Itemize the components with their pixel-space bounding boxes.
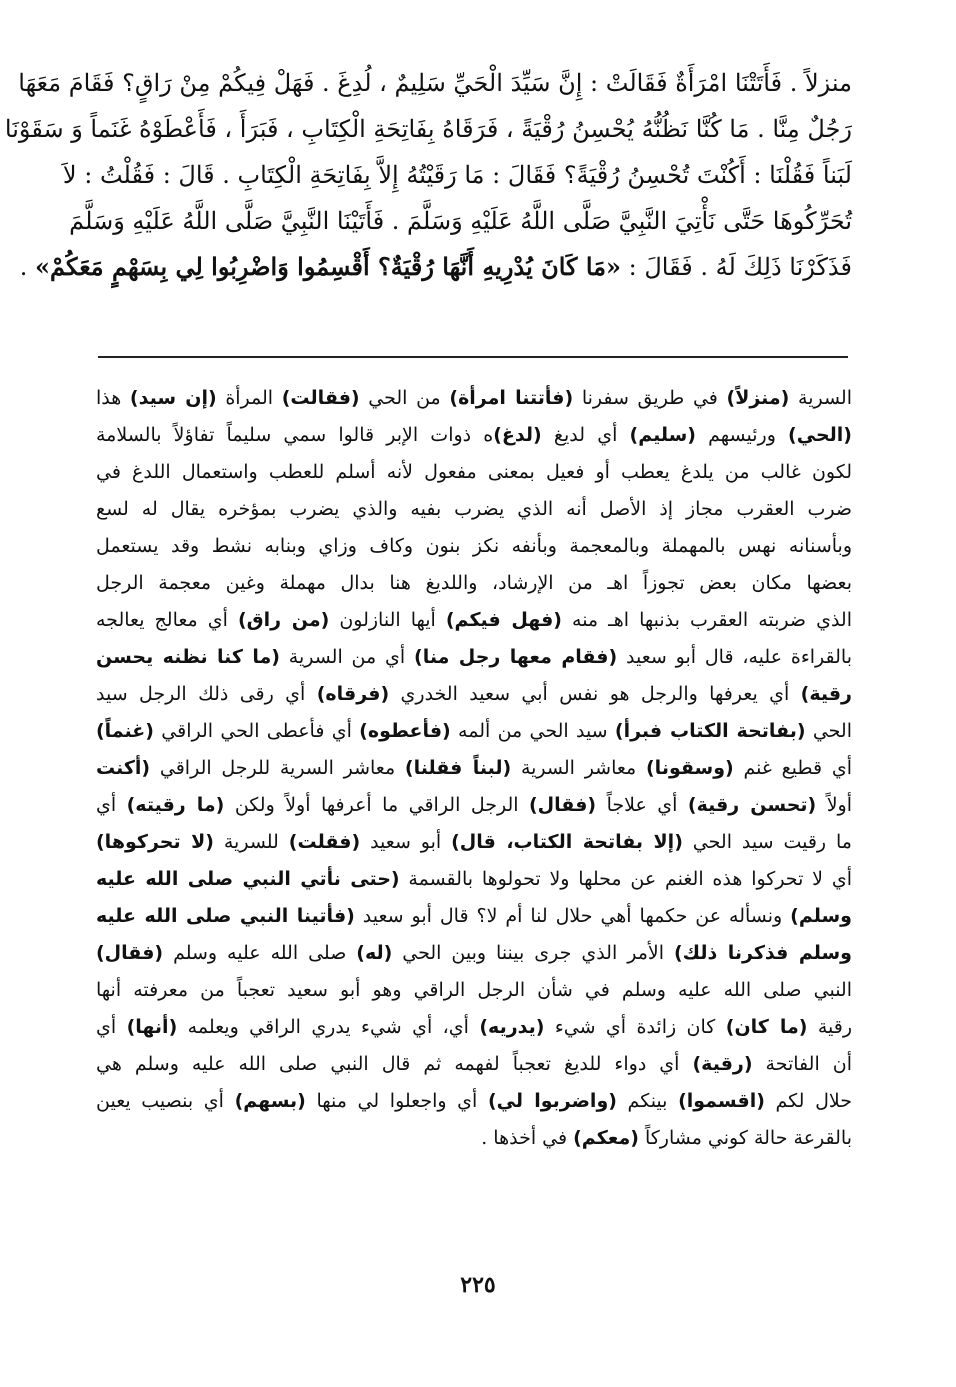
footnote-divider: [98, 356, 848, 358]
commentary-text: بالقرعة حالة كوني مشاركاً: [638, 1127, 852, 1149]
commentary-text: للسرية: [213, 831, 289, 853]
quoted-term: (الحي): [788, 424, 852, 446]
commentary-line: [96, 639, 852, 676]
commentary-text: ضرب العقرب مجاز إذ الأصل أنه الذي يضرب بفيه والذي يضرب بمؤخره يقال له لسع: [96, 498, 852, 520]
quoted-term: (فقالت): [281, 387, 360, 409]
quoted-term: (بسهم): [234, 1090, 306, 1112]
quoted-term: (يدريه): [479, 1016, 545, 1038]
commentary-line: [96, 676, 852, 713]
quoted-term: (إلا بفاتحة الكتاب، قال): [451, 831, 683, 853]
hadith-line: رَجُلٌ مِنَّا . مَا كُنَّا نَظُنُّهُ يُحْسِنُ رُقْيَةً ، فَرَقَاهُ بِفَاتِحَةِ الْكِتَابِ ، فَبَرَأَ ، فَأَعْطَوْهُ غَنَماً وَ سَقَوْنَا: [4, 115, 852, 143]
commentary-line: [96, 861, 852, 898]
commentary-text: النبي صلى الله عليه وسلم في شأن الرجل الراقي وهو أبو سعيد تعجباً من معرفته أنها: [96, 979, 852, 1001]
hadith-line: لَبَناً فَقُلْنَا : أَكُنْتَ تُحْسِنُ رُقْيَةً؟ فَقَالَ : مَا رَقَيْتُهُ إِلاَّ بِفَاتِحَةِ الْكِتَابِ . قَالَ : فَقُلْتُ : لاَ: [62, 161, 852, 189]
quoted-term: (أنها): [126, 1016, 178, 1038]
commentary-line: [96, 898, 852, 935]
commentary-line: [96, 713, 852, 750]
commentary-text: أي لديغ: [541, 424, 630, 446]
commentary-text: بعضها مكان بعض تجوزاً اهـ من الإرشاد، واللديغ هنا بدال مهملة وغين معجمة الرجل: [96, 572, 852, 594]
commentary-text: أي رقى ذلك الرجل سيد: [96, 683, 317, 705]
commentary-text: الحي: [805, 720, 852, 742]
quoted-term: (بفاتحة الكتاب فبرأ): [614, 720, 806, 742]
commentary-text: في أخذها .: [481, 1127, 574, 1149]
quoted-term: (فقال): [529, 794, 597, 816]
commentary-line: [96, 935, 852, 972]
commentary-text: أي لا تحركوا هذه الغنم عن محلها ولا تحولوها بالقسمة: [399, 868, 852, 890]
commentary-block: [96, 380, 852, 1157]
commentary-text: أي دواء للديغ تعجباً لفهمه ثم قال النبي صلى الله عليه وسلم هي: [96, 1053, 693, 1075]
quoted-term: (ما كان): [725, 1016, 808, 1038]
quoted-term: (وسقونا): [646, 757, 734, 779]
commentary-text: أي معالج يعالجه: [96, 609, 238, 631]
commentary-text: معاشر السرية للرجل الراقي: [150, 757, 405, 779]
commentary-line: [96, 972, 852, 1009]
page-number: ٢٢٥: [460, 1272, 496, 1298]
commentary-line: [96, 380, 852, 417]
quoted-term: (له): [356, 942, 393, 964]
commentary-line: [96, 787, 852, 824]
commentary-text: ونسأله عن حكمها أهي حلال لنا أم لا؟ قال أبو سعيد: [354, 905, 791, 927]
commentary-text: أيها النازلون: [329, 609, 446, 631]
commentary-line: [96, 454, 852, 491]
commentary-line: [96, 750, 852, 787]
commentary-text: ه ذوات الإبر قالوا سمي سليماً تفاؤلاً بالسلامة: [96, 424, 494, 446]
commentary-text: الرجل الراقي ما أعرفها أولاً ولكن: [224, 794, 529, 816]
quoted-term: وسلم): [790, 905, 852, 927]
commentary-text: بالقراءة عليه، قال أبو سعيد: [617, 646, 852, 668]
commentary-text: في طريق سفرنا: [573, 387, 727, 409]
commentary-line: [96, 824, 852, 861]
hadith-line: تُحَرِّكُوهَا حَتَّى نَأْتِيَ النَّبِيَّ صَلَّى اللَّهُ عَلَيْهِ وَسَلَّمَ . فَأَتَيْنَا النَّبِيَّ صَلَّى اللَّهُ عَلَيْهِ وَسَلَّمَ: [69, 207, 852, 235]
commentary-line: [96, 1120, 852, 1157]
commentary-text: السرية: [789, 387, 852, 409]
commentary-text: الأمر الذي جرى بيننا وبين الحي: [392, 942, 674, 964]
commentary-text: معاشر السرية: [511, 757, 646, 779]
commentary-text: ورئيسهم: [695, 424, 789, 446]
quoted-term: (إن سيد): [129, 387, 217, 409]
quoted-term: (لدغ): [493, 424, 542, 446]
commentary-line: [96, 1083, 852, 1120]
quoted-term: (معكم): [573, 1127, 639, 1149]
quoted-term: (فقلت): [288, 831, 361, 853]
commentary-text: أي واجعلوا لي منها: [305, 1090, 488, 1112]
commentary-text: صلى الله عليه وسلم: [163, 942, 357, 964]
commentary-text: أي قطيع غنم: [733, 757, 852, 779]
quoted-term: (ما كنا نظنه يحسن: [96, 646, 280, 668]
quoted-term: (غنماً): [96, 720, 154, 742]
commentary-text: أولاً: [816, 794, 852, 816]
quoted-term: وسلم فذكرنا ذلك): [673, 942, 852, 964]
commentary-text: الذي ضربته العقرب بذنبها اهـ منه: [561, 609, 852, 631]
quoted-term: (أكنت: [96, 757, 151, 779]
commentary-text: أي بنصيب يعين: [96, 1090, 235, 1112]
commentary-text: ما رقيت سيد الحي: [682, 831, 852, 853]
quoted-term: (فأتينا النبي صلى الله عليه: [96, 905, 355, 927]
commentary-text: كان زائدة أي شيء: [544, 1016, 726, 1038]
commentary-line: [96, 1009, 852, 1046]
commentary-line: [96, 528, 852, 565]
quoted-term: (لبناً فقلنا): [404, 757, 512, 779]
quoted-term: (واضربوا لي): [487, 1090, 617, 1112]
commentary-text: أبو سعيد: [360, 831, 452, 853]
quoted-term: (تحسن رقية): [687, 794, 817, 816]
quoted-term: (من راق): [237, 609, 330, 631]
hadith-line: [19, 244, 852, 290]
quoted-term: (فهل فيكم): [445, 609, 562, 631]
commentary-line: [96, 417, 852, 454]
commentary-text: لكون غالب من يلدغ يعطب أو فعيل بمعنى مفعول لأنه أسلم للعطب واستعمال اللدغ في: [96, 461, 852, 483]
quoted-term: (فرقاه): [316, 683, 390, 705]
quoted-term: (اقسموا): [678, 1090, 765, 1112]
commentary-text: أي، أي شيء يدري الراقي ويعلمه: [177, 1016, 480, 1038]
hadith-text-block: [4, 60, 852, 290]
quoted-term: (ما رقيته): [126, 794, 225, 816]
commentary-line: [96, 1046, 852, 1083]
commentary-text: بينكم: [616, 1090, 679, 1112]
commentary-text: أي من السرية: [279, 646, 415, 668]
quoted-term: (فأعطوه): [359, 720, 451, 742]
commentary-line: [96, 602, 852, 639]
commentary-line: [96, 491, 852, 528]
hadith-line: منزلاً . فَأَتَتْنَا امْرَأَةٌ فَقَالَتْ : إِنَّ سَيِّدَ الْحَيِّ سَلِيمٌ ، لُدِغَ . فَهَلْ فِيكُمْ مِنْ رَاقٍ؟ فَقَامَ مَعَهَا: [18, 69, 852, 97]
commentary-text: من الحي: [359, 387, 450, 409]
commentary-text: أي: [96, 1016, 127, 1038]
commentary-text: حلال لكم: [764, 1090, 852, 1112]
hadith-line-start: فَذَكَرْنَا ذَلِكَ لَهُ . فَقَالَ :: [628, 253, 852, 281]
commentary-text: أن الفاتحة: [752, 1053, 852, 1075]
hadith-line-end: .: [19, 253, 35, 281]
commentary-text: أي: [96, 794, 127, 816]
quoted-term: (لا تحركوها): [96, 831, 214, 853]
quoted-term: (فقال): [96, 942, 164, 964]
commentary-text: أي علاجاً: [596, 794, 688, 816]
commentary-text: هذا: [96, 387, 130, 409]
commentary-line: [96, 565, 852, 602]
commentary-text: سيد الحي من ألمه: [450, 720, 615, 742]
quoted-term: (سليم): [629, 424, 696, 446]
commentary-text: وبأسنانه نهس بالمهملة وبالمعجمة وبأنفه نكز بنون وكاف وزاي وبنابه نشط وقد يستعمل: [96, 535, 852, 557]
prophetic-saying: «مَا كَانَ يُدْرِيهِ أَنَّهَا رُقْيَةٌ؟ أَقْسِمُوا وَاضْرِبُوا لِي بِسَهْمٍ مَعَكُمْ»: [35, 252, 621, 281]
commentary-text: رقية: [807, 1016, 853, 1038]
commentary-text: المرأة: [216, 387, 282, 409]
commentary-text: أي فأعطى الحي الراقي: [153, 720, 360, 742]
quoted-term: (فأتتنا امرأة): [449, 387, 574, 409]
quoted-term: (فقام معها رجل منا): [414, 646, 618, 668]
quoted-term: (رقية): [692, 1053, 753, 1075]
quoted-term: (حتى نأتي النبي صلى الله عليه: [96, 868, 400, 890]
quoted-term: (منزلاً): [726, 387, 790, 409]
quoted-term: رقية): [800, 683, 852, 705]
commentary-text: أي يعرفها والرجل هو نفس أبي سعيد الخدري: [389, 683, 801, 705]
